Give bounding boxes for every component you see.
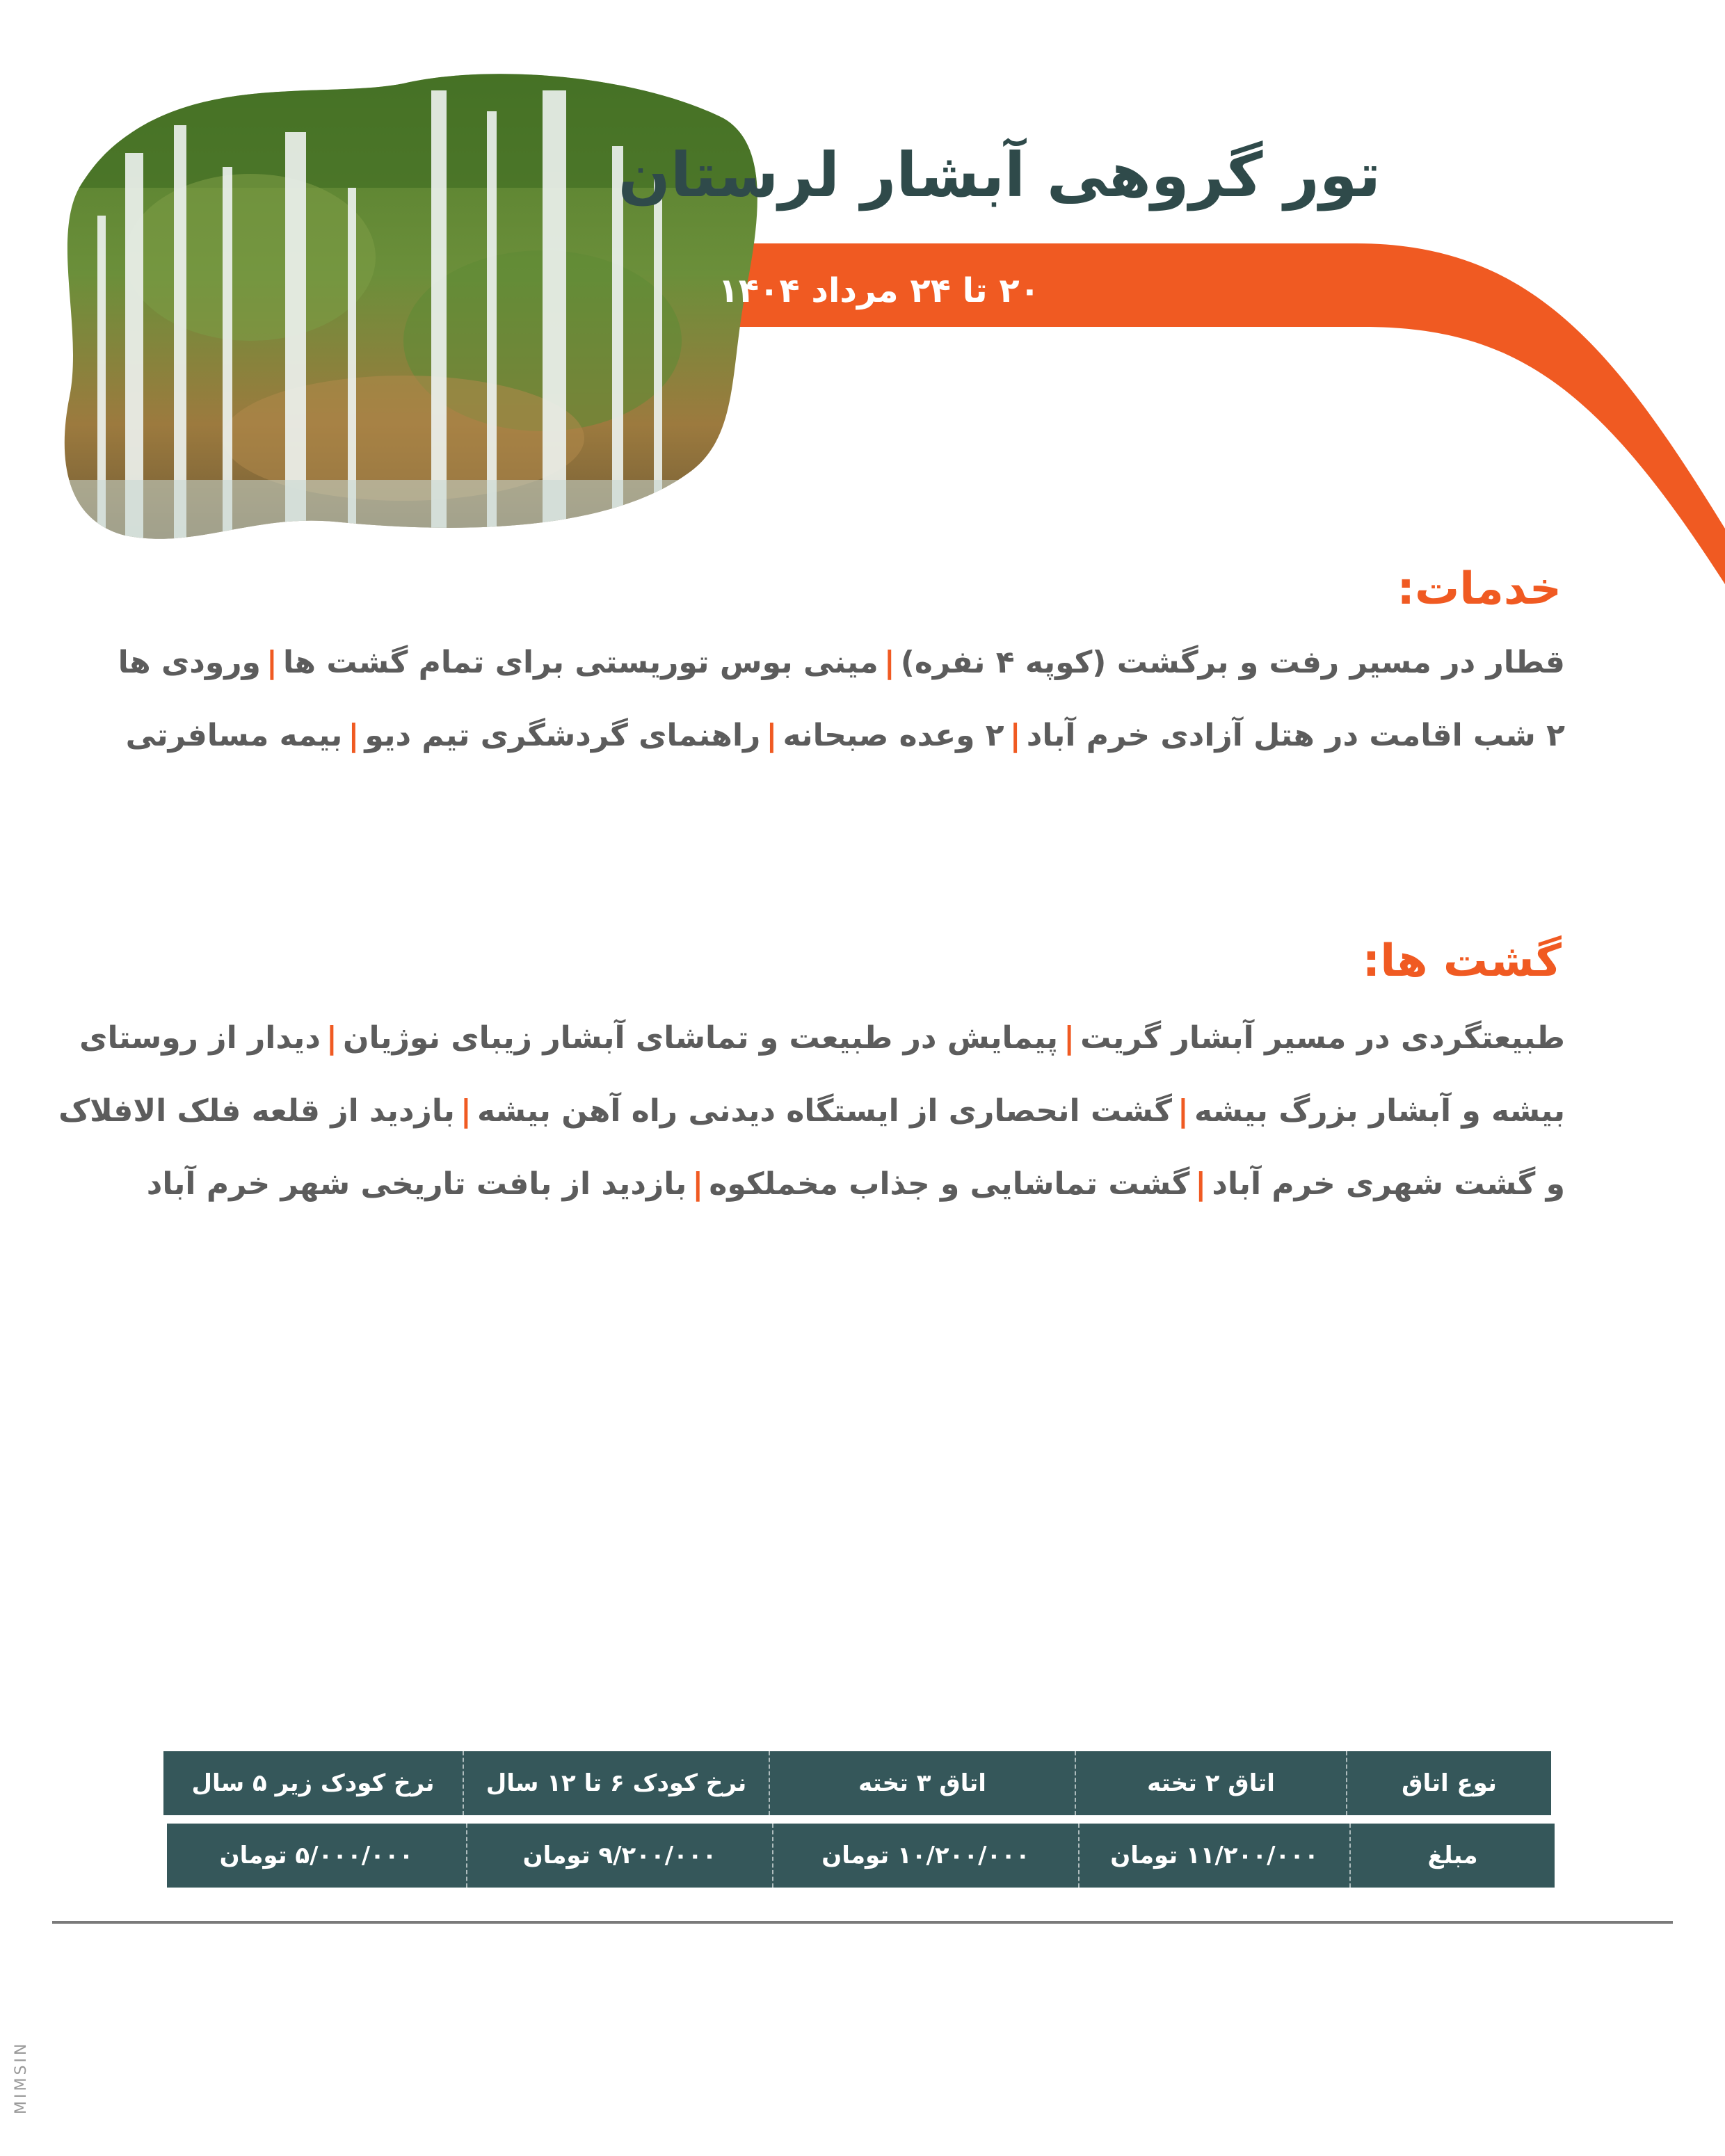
price-double-room: ۱۱/۲۰۰/۰۰۰ تومان (1078, 1824, 1349, 1888)
header-cell-room-type: نوع اتاق (1346, 1751, 1551, 1815)
separator: | (348, 718, 360, 753)
tour-date: ۲۰ تا ۲۴ مرداد ۱۴۰۴ (718, 271, 1040, 310)
watermark: MIMSIN (13, 2041, 30, 2114)
service-item: ۲ شب اقامت در هتل آزادی خرم آباد (1026, 718, 1565, 753)
separator: | (326, 1020, 337, 1056)
separator: | (692, 1166, 704, 1202)
page-title: تور گروهی آبشار لرستان (618, 139, 1381, 211)
service-item: ۲ وعده صبحانه (783, 718, 1004, 753)
service-item: مینی بوس توریستی برای تمام گشت ها (283, 645, 878, 680)
tours-line-2 (58, 1075, 1565, 1148)
header-cell-triple-room: اتاق ۳ تخته (769, 1751, 1075, 1815)
tour-item: طبیعتگردی در مسیر آبشار گریت (1080, 1020, 1565, 1056)
tour-item: پیمایش در طبیعت و تماشای آبشار زیبای نوژیان (342, 1020, 1059, 1056)
tour-item: بازدید از بافت تاریخی شهر خرم آباد (146, 1166, 687, 1202)
separator: | (266, 645, 278, 680)
tour-item: گشت تماشایی و جذاب مخملکوه (709, 1166, 1190, 1202)
tour-item: دیدار از روستای (79, 1020, 321, 1056)
tour-item: و گشت شهری خرم آباد (1212, 1166, 1565, 1202)
tours-line-3 (132, 1148, 1565, 1221)
tours-text (58, 1001, 1565, 1221)
separator: | (1009, 718, 1021, 753)
services-line-1 (118, 626, 1565, 699)
service-item: راهنمای گردشگری تیم دیو (364, 718, 761, 753)
tours-line-1 (79, 1001, 1565, 1075)
services-heading: خدمات: (1397, 563, 1562, 615)
header-cell-double-room: اتاق ۲ تخته (1075, 1751, 1346, 1815)
tour-item: گشت انحصاری از ایستگاه دیدنی راه آهن بیشه (476, 1093, 1172, 1129)
price-triple-room: ۱۰/۲۰۰/۰۰۰ تومان (772, 1824, 1078, 1888)
price-child-6-12: ۹/۲۰۰/۰۰۰ تومان (466, 1824, 772, 1888)
service-item: ورودی ها (118, 645, 261, 680)
header-cell-child-under-5: نرخ کودک زیر ۵ سال (191, 1769, 435, 1797)
tour-item: بازدید از قلعه فلک الافلاک (58, 1093, 455, 1129)
separator: | (1177, 1093, 1189, 1129)
service-item: قطار در مسیر رفت و برگشت (کوپه ۴ نفره) (900, 645, 1565, 680)
price-table-row (167, 1824, 1555, 1888)
waterfall-photo (42, 49, 779, 549)
separator: | (1064, 1020, 1075, 1056)
separator: | (460, 1093, 472, 1129)
header-cell-child-6-12: نرخ کودک ۶ تا ۱۲ سال (463, 1751, 769, 1815)
footer-divider (52, 1921, 1673, 1924)
row-cell-label: مبلغ (1349, 1824, 1555, 1888)
separator: | (766, 718, 778, 753)
tours-heading: گشت ها: (1362, 935, 1562, 987)
separator: | (883, 645, 895, 680)
services-text (118, 626, 1565, 772)
separator: | (1195, 1166, 1207, 1202)
services-line-2 (125, 699, 1565, 772)
service-item: بیمه مسافرتی (125, 718, 343, 753)
price-child-under-5: ۵/۰۰۰/۰۰۰ تومان (219, 1842, 414, 1869)
price-table-header (163, 1751, 1551, 1815)
tour-item: بیشه و آبشار بزرگ بیشه (1194, 1093, 1565, 1129)
